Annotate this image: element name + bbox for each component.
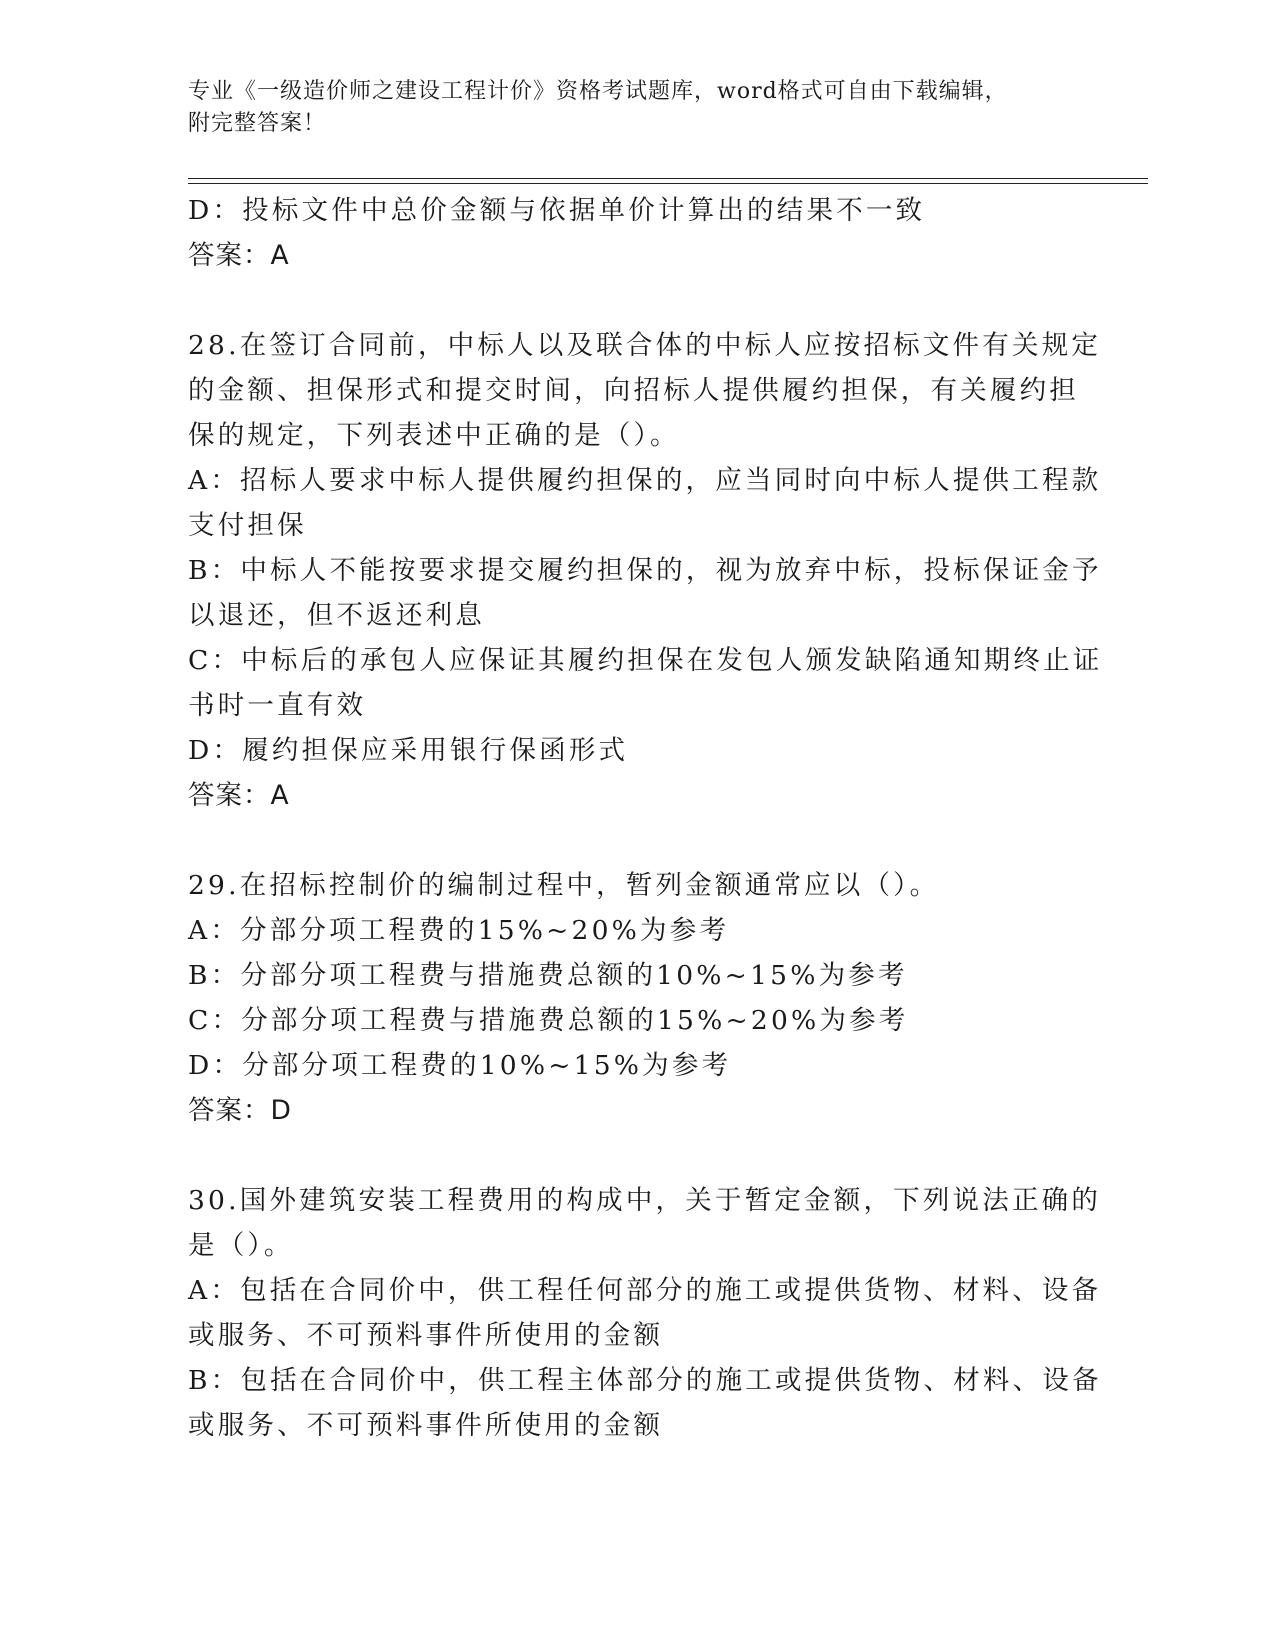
option-b: B：分部分项工程费与措施费总额的10%~15%为参考	[188, 960, 908, 991]
option-a: A：分部分项工程费的15%~20%为参考	[188, 915, 730, 946]
question-29	[188, 863, 1088, 1133]
question-27-tail	[188, 188, 1088, 278]
option-d: D：投标文件中总价金额与依据单价计算出的结果不一致	[188, 195, 926, 226]
question-stem: 保的规定，下列表述中正确的是（）。	[188, 420, 680, 451]
option-b: B：中标人不能按要求提交履约担保的，视为放弃中标，投标保证金予	[188, 555, 1102, 586]
question-stem: 29.在招标控制价的编制过程中，暂列金额通常应以（）。	[188, 870, 940, 901]
question-stem: 30.国外建筑安装工程费用的构成中，关于暂定金额，下列说法正确的	[188, 1185, 1102, 1216]
option-a: 支付担保	[188, 510, 307, 541]
question-stem: 是（）。	[188, 1230, 294, 1261]
question-30	[188, 1178, 1102, 1448]
question-list	[188, 188, 1103, 1448]
header-rule	[188, 178, 1148, 179]
question-stem: 的金额、担保形式和提交时间，向招标人提供履约担保，有关履约担	[188, 375, 1079, 406]
option-c: C：分部分项工程费与措施费总额的15%~20%为参考	[188, 1005, 909, 1036]
option-b: 或服务、不可预料事件所使用的金额	[188, 1410, 664, 1441]
option-c: C：中标后的承包人应保证其履约担保在发包人颁发缺陷通知期终止证	[188, 645, 1103, 676]
option-c: 书时一直有效	[188, 690, 367, 721]
spacer	[188, 278, 1088, 323]
option-b: 以退还，但不返还利息	[188, 600, 485, 631]
header-line-2: 附完整答案！	[188, 111, 327, 136]
answer: 答案：A	[188, 780, 290, 811]
header-line-1: 专业《一级造价师之建设工程计价》资格考试题库，word格式可自由下载编辑，	[188, 79, 1008, 104]
answer: 答案：D	[188, 1095, 292, 1126]
option-a: 或服务、不可预料事件所使用的金额	[188, 1320, 664, 1351]
spacer	[188, 818, 1088, 863]
document-header	[188, 76, 1088, 140]
option-a: A：招标人要求中标人提供履约担保的，应当同时向中标人提供工程款	[188, 465, 1102, 496]
question-stem: 28.在签订合同前，中标人以及联合体的中标人应按招标文件有关规定	[188, 330, 1102, 361]
option-b: B：包括在合同价中，供工程主体部分的施工或提供货物、材料、设备	[188, 1365, 1102, 1396]
option-d: D：分部分项工程费的10%~15%为参考	[188, 1050, 732, 1081]
header-rule-double	[188, 183, 1148, 184]
option-a: A：包括在合同价中，供工程任何部分的施工或提供货物、材料、设备	[188, 1275, 1102, 1306]
spacer	[188, 1133, 1088, 1178]
option-d: D：履约担保应采用银行保函形式	[188, 735, 629, 766]
question-28	[188, 323, 1103, 818]
answer: 答案：A	[188, 240, 290, 271]
